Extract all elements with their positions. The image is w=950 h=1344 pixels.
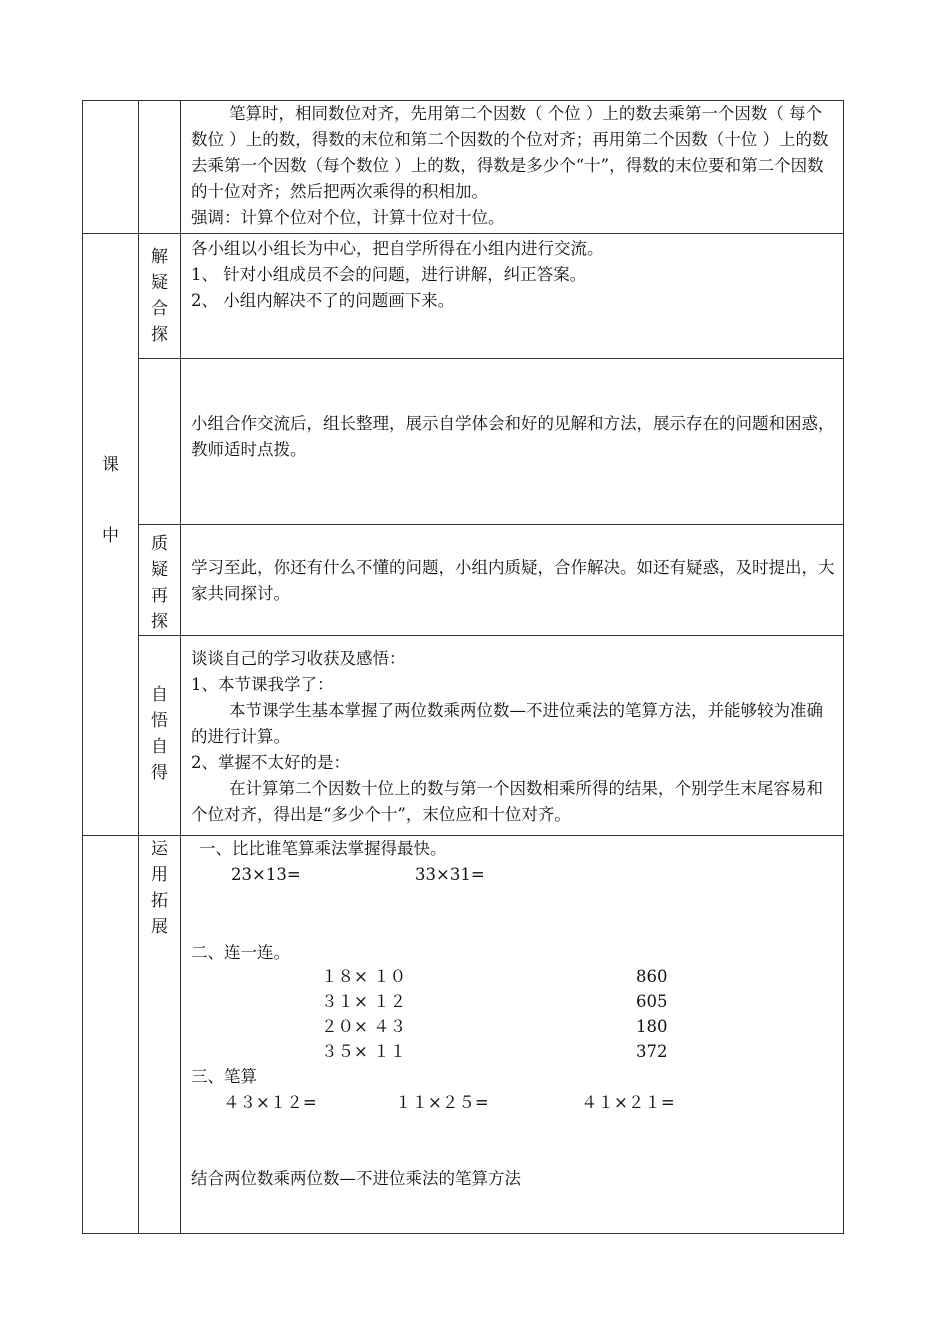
row-jieyi: [83, 234, 844, 359]
side-label-kezhong: [83, 234, 139, 836]
jieyi-line: 各小组以小组长为中心，把自学所得在小组内进行交流。: [191, 239, 604, 258]
match-left: １８× １０: [321, 967, 407, 986]
label-char: 自: [151, 737, 168, 757]
row-zhiyi: [83, 525, 844, 636]
ziwu-q1: 1、本节课我学了：: [191, 675, 334, 694]
sec1-items: [191, 862, 835, 888]
label-zhiyi: [139, 525, 181, 636]
sec3-title: 三、笔算: [191, 1067, 257, 1086]
label-char: 探: [151, 325, 168, 345]
label-char: 得: [151, 763, 168, 783]
match-right: 605: [636, 992, 668, 1011]
row-zhanshi: [83, 359, 844, 525]
summary-text: 结合两位数乘两位数—不进位乘法的笔算方法: [191, 1169, 521, 1188]
zhanshi-cell: [181, 359, 844, 525]
label-char: 再: [151, 586, 168, 606]
label-char: 运: [151, 839, 168, 859]
label-char: 拓: [151, 891, 168, 911]
sec3-item: ４３×１２=: [223, 1093, 317, 1112]
sec3-item: １１×２５=: [395, 1093, 489, 1112]
side-label-char: 中: [102, 526, 119, 546]
match-left: ３５× １１: [321, 1042, 407, 1061]
lesson-table: [82, 100, 844, 1234]
label-char: 探: [151, 612, 168, 632]
sec1-item: 33×31=: [415, 865, 485, 884]
match-left: ３１× １２: [321, 992, 407, 1011]
match-right: 180: [636, 1017, 668, 1036]
jieyi-line: 2、 小组内解决不了的问题画下来。: [191, 291, 455, 310]
zhiyi-cell: [181, 525, 844, 636]
sec1-item: 23×13=: [231, 865, 301, 884]
ziwu-cell: [181, 636, 844, 836]
label-char: 自: [151, 685, 168, 705]
label-cell-top: [139, 101, 181, 234]
zhanshi-text: 小组合作交流后，组长整理，展示自学体会和好的见解和方法，展示存在的问题和困惑，教师适时点拨。: [191, 414, 835, 459]
label-char: 解: [151, 247, 168, 267]
yunyong-cell: [181, 836, 844, 1234]
sec1-title: 一、比比谁笔算乘法掌握得最快。: [199, 839, 447, 858]
label-char: 用: [151, 865, 168, 885]
label-char: 悟: [151, 711, 168, 731]
label-char: 疑: [151, 560, 168, 580]
jieyi-line: 1、 针对小组成员不会的问题，进行讲解，纠正答案。: [191, 265, 587, 284]
label-char: 疑: [151, 273, 168, 293]
match-right: 860: [636, 967, 668, 986]
label-yunyong: [139, 836, 181, 1234]
match-grid: [191, 964, 835, 1064]
sec2-title: 二、连一连。: [191, 943, 290, 962]
zhiyi-text: 学习至此，你还有什么不懂的问题，小组内质疑，合作解决。如还有疑惑，及时提出，大家共同探讨。: [191, 558, 835, 603]
ziwu-a2: 在计算第二个因数十位上的数与第一个因数相乘所得的结果，个别学生末尾容易和个位对齐，得出是“多少个十”，末位应和十位对齐。: [191, 779, 823, 824]
side-cell-bottom: [83, 836, 139, 1234]
ziwu-intro: 谈谈自己的学习收获及感悟：: [191, 649, 406, 668]
row-ziwu: [83, 636, 844, 836]
label-char: 合: [151, 299, 168, 319]
label-jieyi: [139, 234, 181, 359]
match-left: ２０× ４３: [321, 1017, 407, 1036]
sec3-item: ４１×２１=: [581, 1093, 675, 1112]
jieyi-cell: [181, 234, 844, 359]
ziwu-a1: 本节课学生基本掌握了两位数乘两位数—不进位乘法的笔算方法，并能够较为准确的进行计算。: [191, 701, 823, 746]
label-char: 质: [151, 534, 168, 554]
sec3-items: [191, 1090, 835, 1116]
row-yunyong: [83, 836, 844, 1234]
ziwu-q2: 2、掌握不太好的是：: [191, 753, 350, 772]
label-char: 展: [151, 917, 168, 937]
label-ziwu: [139, 636, 181, 836]
match-right: 372: [636, 1042, 668, 1061]
side-label-char: 课: [102, 455, 119, 475]
side-cell-top: [83, 101, 139, 234]
bisuan-emphasis: 强调：计算个位对个位，计算十位对十位。: [191, 208, 505, 227]
bisuan-cell: [181, 101, 844, 234]
row-bisuan: [83, 101, 844, 234]
bisuan-rule: 笔算时，相同数位对齐，先用第二个因数（ 个位 ）上的数去乘第一个因数（ 每个数位 ）上的数，得数的末位和第二个因数的个位对齐；再用第二个因数（十位 ）上的数去乘第一个因数（每个数位 ）上的数，得数是多少个“十”，得数的末位要和第二个因数的十位对齐；然后把两次乘得的积相加。: [191, 104, 829, 201]
label-zhanshi: [139, 359, 181, 525]
